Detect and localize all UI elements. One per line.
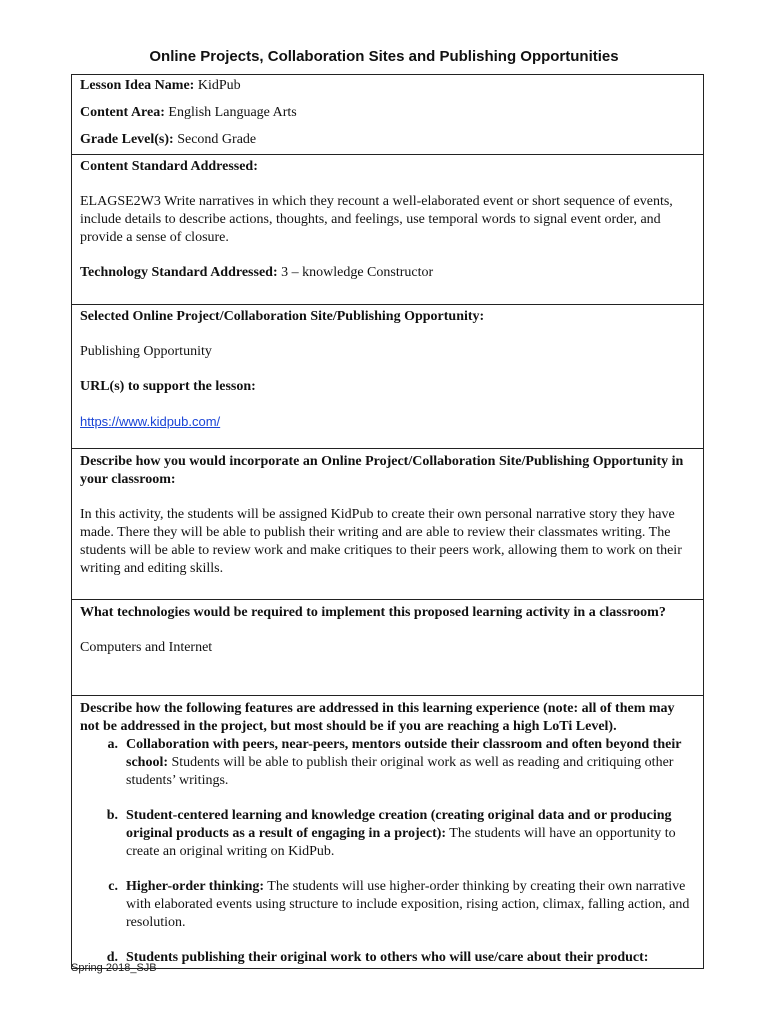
content-area-value: English Language Arts — [164, 105, 297, 120]
content-standard-text: ELAGSE2W3 Write narratives in which they recount a well-elaborated event or short sequence of events, include details to describe actions, thoughts, and feelings, use temporal words to signal event order, and provide a sense of closure. — [80, 194, 673, 245]
incorporate-heading: Describe how you would incorporate an Online Project/Collaboration Site/Publishing Opportunity in your classroom: — [80, 454, 684, 487]
technologies-heading: What technologies would be required to implement this proposed learning activity in a classroom? — [80, 605, 666, 620]
feature-item-collaboration — [80, 736, 695, 790]
feature-item-publishing — [80, 949, 695, 967]
feature-label: Students publishing their original work to others who will use/care about their product: — [126, 950, 649, 965]
grade-level-line — [80, 131, 695, 149]
feature-letter: c. — [108, 879, 118, 894]
tech-standard-value: 3 – knowledge Constructor — [277, 265, 434, 280]
feature-letter: d. — [106, 950, 118, 965]
technologies-cell — [72, 600, 703, 696]
lesson-name-value: KidPub — [194, 78, 241, 93]
selected-opportunity-heading: Selected Online Project/Collaboration Site/Publishing Opportunity: — [80, 309, 485, 324]
features-cell — [72, 696, 703, 969]
standards-cell — [72, 155, 703, 305]
lesson-name-line — [80, 77, 695, 95]
feature-letter: a. — [107, 737, 118, 752]
feature-label: Collaboration with peers, near-peers, mentors outside their classroom and often beyond their school: — [126, 737, 682, 770]
features-heading: Describe how the following features are addressed in this learning experience (note: all of them may not be addressed in the project, but most should be if you are reaching a high LoTi Level). — [80, 701, 675, 734]
feature-label: Higher-order thinking: — [126, 879, 265, 894]
grade-level-label: Grade Level(s): — [80, 132, 174, 147]
tech-standard-line — [80, 264, 695, 282]
incorporate-cell — [72, 449, 703, 600]
selected-opportunity-value: Publishing Opportunity — [80, 344, 212, 359]
feature-label: Student-centered learning and knowledge creation (creating original data and or producing original products as a result of engaging in a project): — [126, 808, 672, 841]
content-area-label: Content Area: — [80, 105, 165, 120]
lesson-info-cell — [72, 75, 703, 155]
feature-letter: b. — [106, 808, 118, 823]
lesson-name-label: Lesson Idea Name: — [80, 78, 195, 93]
kidpub-link[interactable]: https://www.kidpub.com/ — [80, 414, 221, 429]
content-area-line — [80, 104, 695, 122]
page-title: Online Projects, Collaboration Sites and Publishing Opportunities — [149, 48, 619, 65]
lesson-form-table — [71, 74, 704, 969]
feature-item-higher-order — [80, 878, 695, 932]
feature-text: The students will use higher-order thinking by creating their own narrative with elaborated events using structure to include exposition, rising action, climax, falling action, and resolution. — [126, 879, 690, 930]
feature-item-student-centered — [80, 807, 695, 861]
feature-text: Students will be able to publish their original work as well as reading and critiquing other students’ writings. — [126, 755, 674, 788]
url-heading: URL(s) to support the lesson: — [80, 379, 256, 394]
feature-text: The students will have an opportunity to create an original writing on KidPub. — [126, 826, 676, 859]
grade-level-value: Second Grade — [173, 132, 257, 147]
incorporate-text: In this activity, the students will be assigned KidPub to create their own personal narrative story they have made. There they will be able to publish their writing and are able to review their classmates writing. The students will be able to review work and make critiques to their peers work, allowing them to work on their writing and editing skills. — [80, 507, 682, 576]
technologies-text: Computers and Internet — [80, 640, 213, 655]
selected-opportunity-cell — [72, 305, 703, 449]
page-footer: Spring 2018_SJB — [71, 962, 157, 974]
content-standard-heading: Content Standard Addressed: — [80, 159, 258, 174]
tech-standard-label: Technology Standard Addressed: — [80, 265, 278, 280]
